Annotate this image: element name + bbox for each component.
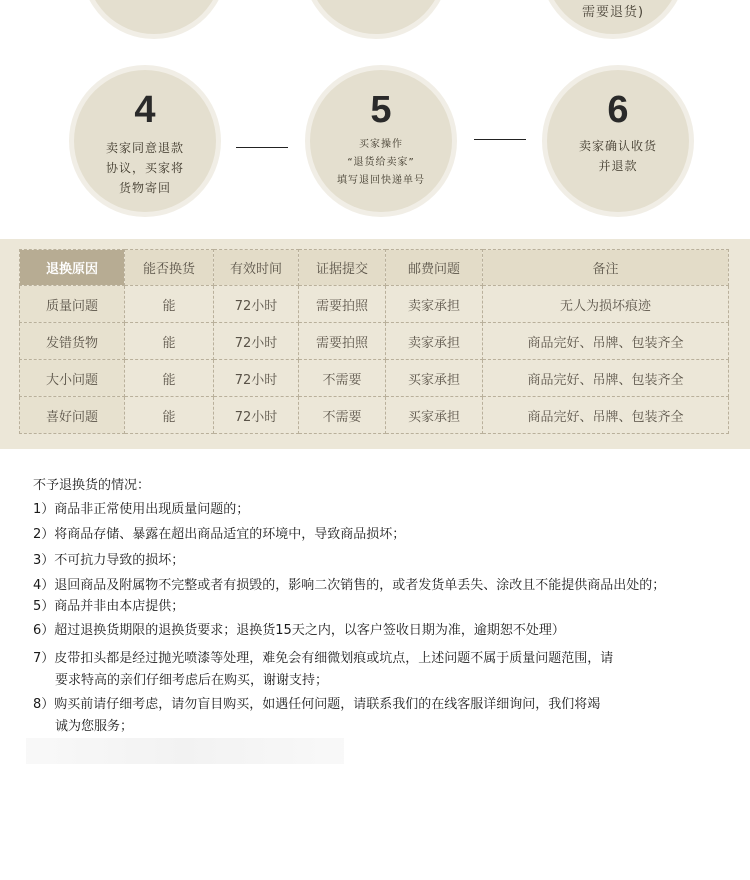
return-policy-table (19, 249, 729, 434)
table-cell: 不需要 (299, 397, 386, 434)
table-cell: 商品完好、吊牌、包装齐全 (483, 323, 729, 360)
notes-title: 不予退换货的情况： (33, 478, 151, 493)
table-cell: 喜好问题 (20, 397, 125, 434)
header-cell: 备注 (483, 250, 729, 286)
step-5-number: 5 (370, 89, 392, 131)
table-row (20, 360, 729, 397)
table-cell: 72小时 (214, 360, 299, 397)
table-cell: 72小时 (214, 286, 299, 323)
table-cell: 能 (125, 323, 214, 360)
step-4-circle (74, 70, 216, 212)
note-item-continued: 诚为您服务； (55, 719, 134, 734)
table-cell: 需要拍照 (299, 323, 386, 360)
table-cell: 卖家承担 (386, 286, 483, 323)
note-item: 8）购买前请仔细考虑，请勿盲目购买，如遇任何问题，请联系我们的在线客服详细询问，我们将竭 (33, 697, 601, 712)
step-6-circle (547, 70, 689, 212)
connector-5-6 (474, 139, 526, 140)
step-circle-3-partial (545, 0, 681, 34)
table-cell: 买家承担 (386, 360, 483, 397)
table-cell: 商品完好、吊牌、包装齐全 (483, 397, 729, 434)
note-item: 1）商品非正常使用出现质量问题的； (33, 502, 250, 517)
step-circle-2-partial (308, 0, 444, 34)
note-item: 2）将商品存储、暴露在超出商品适宜的环境中，导致商品损坏； (33, 527, 406, 542)
header-cell: 证据提交 (299, 250, 386, 286)
step-5-circle (310, 70, 452, 212)
note-item: 3）不可抗力导致的损坏； (33, 553, 185, 568)
table-cell: 72小时 (214, 323, 299, 360)
table-cell: 卖家承担 (386, 323, 483, 360)
step-6-number: 6 (607, 89, 629, 131)
table-row (20, 397, 729, 434)
header-cell: 能否换货 (125, 250, 214, 286)
step-3-caption: 需要退货) (581, 5, 645, 20)
table-cell: 无人为损坏痕迹 (483, 286, 729, 323)
step-6-description: 卖家确认收货 并退款 (578, 139, 657, 173)
step-4-number: 4 (134, 89, 156, 131)
table-cell: 买家承担 (386, 397, 483, 434)
table-header-row (20, 250, 729, 286)
table-cell: 能 (125, 360, 214, 397)
table-cell: 质量问题 (20, 286, 125, 323)
table-row (20, 286, 729, 323)
header-cell: 有效时间 (214, 250, 299, 286)
table-cell: 不需要 (299, 360, 386, 397)
note-item-continued: 要求特高的亲们仔细考虑后在购买，谢谢支持； (55, 673, 329, 688)
connector-4-5 (236, 147, 288, 148)
note-item: 6）超过退换货期限的退换货要求；退换货15天之内，以客户签收日期为准，逾期恕不处理） (33, 623, 565, 638)
table-row (20, 323, 729, 360)
table-cell: 商品完好、吊牌、包装齐全 (483, 360, 729, 397)
table-cell: 能 (125, 397, 214, 434)
table-cell: 发错货物 (20, 323, 125, 360)
note-item: 4）退回商品及附属物不完整或者有损毁的，影响二次销售的，或者发货单丢失、涂改且不能提供商品出处的； (33, 578, 666, 593)
table-cell: 大小问题 (20, 360, 125, 397)
table-cell: 能 (125, 286, 214, 323)
step-4-description: 卖家同意退款 协议，买家将 货物寄回 (105, 141, 184, 195)
note-item: 5）商品并非由本店提供； (33, 599, 185, 614)
note-item: 7）皮带扣头都是经过抛光喷漆等处理，难免会有细微划痕或坑点，上述问题不属于质量问题范围，请 (33, 651, 614, 666)
faded-text-remnant (26, 738, 344, 764)
step-5-description: 买家操作 “退货给卖家” 填写退回快递单号 (337, 139, 425, 186)
table-cell: 需要拍照 (299, 286, 386, 323)
header-cell: 邮费问题 (386, 250, 483, 286)
header-cell: 退换原因 (20, 250, 125, 286)
step-circle-1-partial (86, 0, 222, 34)
table-cell: 72小时 (214, 397, 299, 434)
